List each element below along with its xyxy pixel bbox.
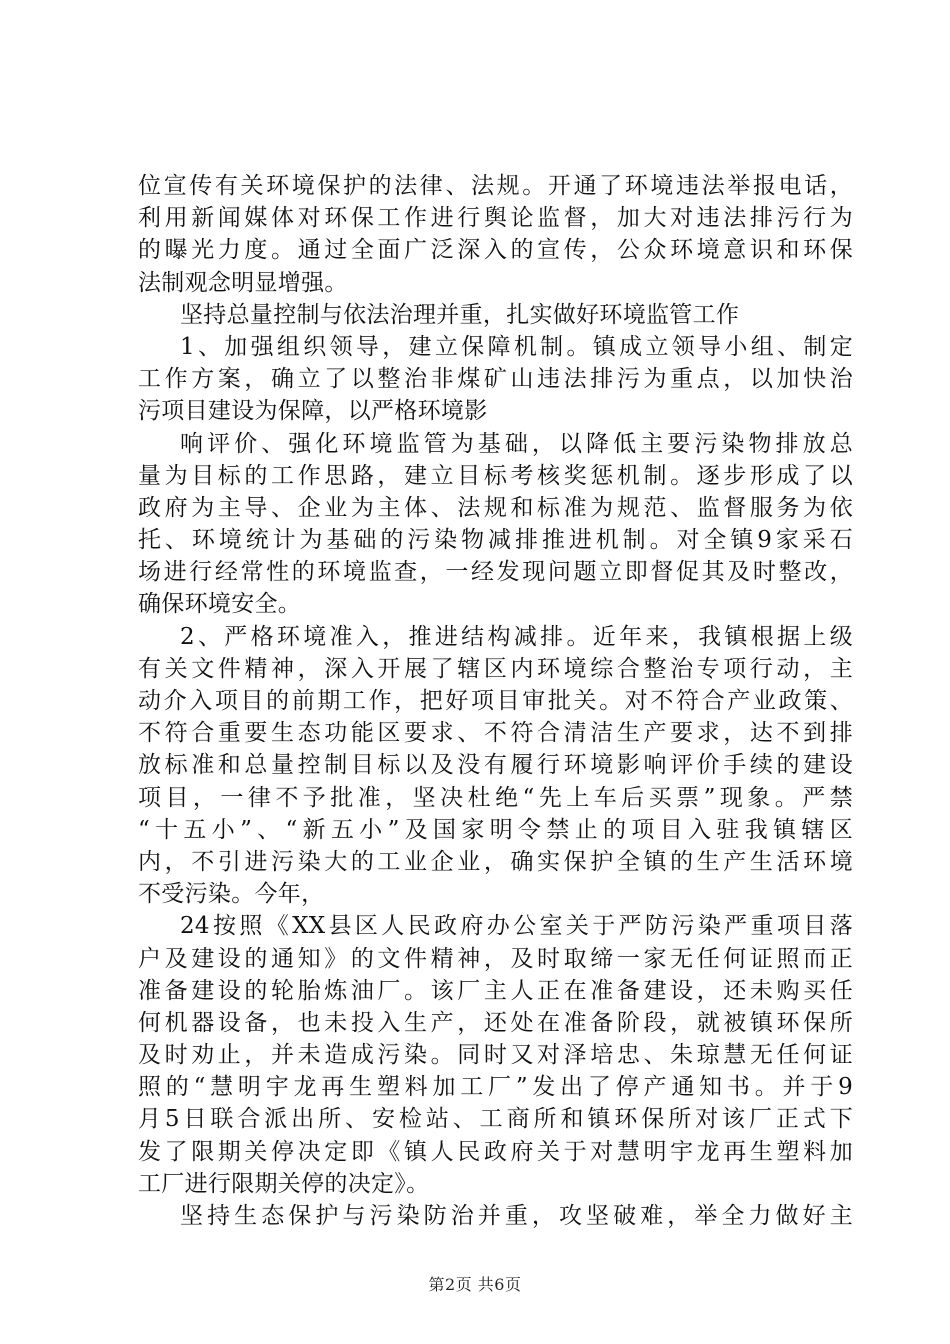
text-line: 及时劝止，并未造成污染。同时又对泽培忠、朱琼慧无任何证 <box>138 1042 853 1069</box>
text-line: 1、加强组织领导，建立保障机制。镇成立领导小组、制定 <box>180 333 853 360</box>
text-line: 政府为主导、企业为主体、法规和标准为规范、监督服务为依 <box>138 494 853 521</box>
text-line: 发了限期关停决定即《镇人民政府关于对慧明宇龙再生塑料加 <box>138 1138 853 1165</box>
text-line: 坚持生态保护与污染防治并重，攻坚破难，举全力做好主 <box>180 1203 853 1229</box>
text-line: 法制观念明显增强。 <box>138 269 348 296</box>
text-line: 放标准和总量控制目标以及没有履行环境影响评价手续的建设 <box>138 752 853 779</box>
text-line: 2、严格环境准入，推进结构减排。近年来，我镇根据上级 <box>180 623 853 650</box>
text-line: 确保环境安全。 <box>138 591 302 618</box>
text-line: 场进行经常性的环境监查，一经发现问题立即督促其及时整改， <box>138 559 853 586</box>
text-line: 工作方案，确立了以整治非煤矿山违法排污为重点，以加快治 <box>138 366 853 393</box>
text-line: 动介入项目的前期工作，把好项目审批关。对不符合产业政策、 <box>138 688 853 714</box>
text-line: 利用新闻媒体对环保工作进行舆论监督，加大对违法排污行为 <box>138 205 853 232</box>
text-line: 不符合重要生态功能区要求、不符合清洁生产要求，达不到排 <box>138 720 853 747</box>
text-line: 的曝光力度。通过全面广泛深入的宣传，公众环境意识和环保 <box>138 237 853 264</box>
text-line: 24按照《XX县区人民政府办公室关于严防污染严重项目落 <box>180 913 853 940</box>
document-body <box>138 170 853 1232</box>
page-footer: 第2页 共6页 <box>428 1275 522 1294</box>
text-line: 坚持总量控制与依法治理并重，扎实做好环境监管工作 <box>180 301 740 328</box>
text-line: 项目，一律不予批准，坚决杜绝“先上车后买票”现象。严禁 <box>138 784 853 811</box>
text-line: 污项目建设为保障，以严格环境影 <box>138 398 488 425</box>
text-line: 响评价、强化环境监管为基础，以降低主要污染物排放总 <box>180 430 853 457</box>
text-line: 户及建设的通知》的文件精神，及时取缔一家无任何证照而正 <box>138 945 853 972</box>
text-line: 有关文件精神，深入开展了辖区内环境综合整治专项行动，主 <box>138 655 853 682</box>
text-line: 托、环境统计为基础的污染物减排推进机制。对全镇9家采石 <box>138 527 853 554</box>
text-line: “十五小”、“新五小”及国家明令禁止的项目入驻我镇辖区 <box>138 816 853 843</box>
text-line: 何机器设备，也未投入生产，还处在准备阶段，就被镇环保所 <box>138 1009 853 1036</box>
text-line: 位宣传有关环境保护的法律、法规。开通了环境违法举报电话， <box>138 173 853 199</box>
text-line: 量为目标的工作思路，建立目标考核奖惩机制。逐步形成了以 <box>138 462 853 489</box>
text-line: 准备建设的轮胎炼油厂。该厂主人正在准备建设，还未购买任 <box>138 977 853 1004</box>
text-line: 月5日联合派出所、安检站、工商所和镇环保所对该厂正式下 <box>138 1106 853 1133</box>
text-line: 工厂进行限期关停的决定》。 <box>138 1170 430 1197</box>
text-line: 内，不引进污染大的工业企业，确实保护全镇的生产生活环境 <box>138 848 853 875</box>
text-line: 照的“慧明宇龙再生塑料加工厂”发出了停产通知书。并于9 <box>138 1074 853 1101</box>
text-line: 不受污染。今年， <box>138 881 325 908</box>
